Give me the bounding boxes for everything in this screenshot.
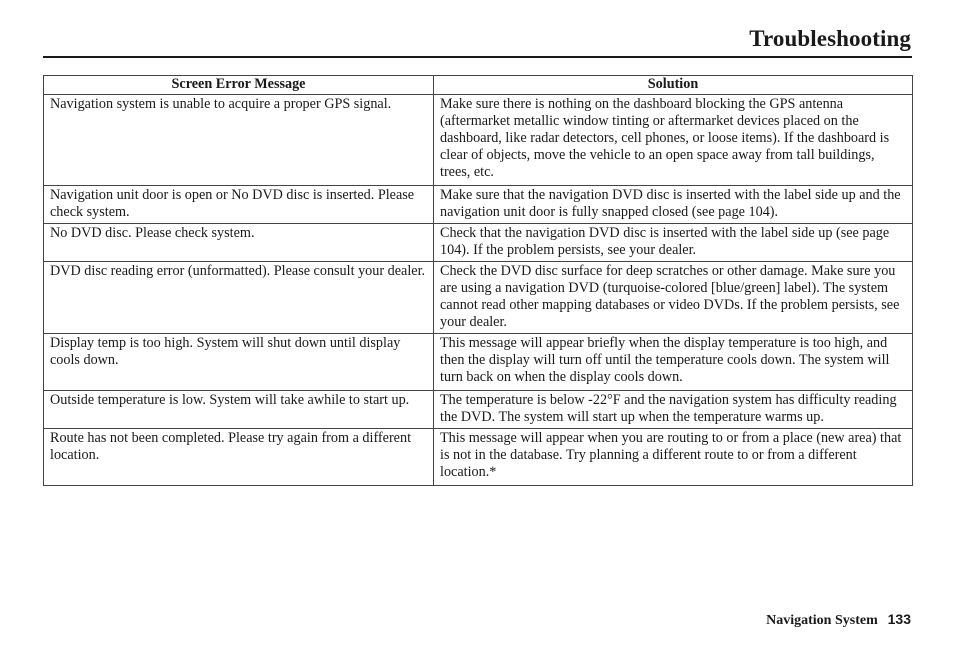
table-row [44, 429, 913, 486]
table-row [44, 224, 913, 262]
error-message-cell: Outside temperature is low. System will take awhile to start up. [44, 391, 434, 429]
solution-cell: Check the DVD disc surface for deep scratches or other damage. Make sure you are using a navigation DVD (turquoise-colored [blue/green] label). The system cannot read other mapping databases or video DVDs. If the problem persists, see your dealer. [434, 262, 913, 334]
troubleshooting-table [43, 75, 913, 486]
page-number: 133 [887, 611, 911, 627]
table-header-row [44, 76, 913, 95]
table-row [44, 95, 913, 186]
solution-cell: Make sure that the navigation DVD disc is inserted with the label side up and the navigation unit door is fully snapped closed (see page 104). [434, 186, 913, 224]
page-footer [766, 609, 911, 631]
column-header-solution: Solution [434, 76, 913, 95]
solution-cell: This message will appear briefly when the display temperature is too high, and then the display will turn off until the temperature cools down. The system will turn back on when the display cools down. [434, 334, 913, 391]
page-title: Troubleshooting [749, 26, 911, 51]
solution-cell: Make sure there is nothing on the dashboard blocking the GPS antenna (aftermarket metallic window tinting or aftermarket devices placed on the dashboard, like radar detectors, cell phones, or loose items). If the dashboard is clear of objects, move the vehicle to an open space away from tall buildings, trees, etc. [434, 95, 913, 186]
error-message-cell: Navigation unit door is open or No DVD disc is inserted. Please check system. [44, 186, 434, 224]
solution-cell: Check that the navigation DVD disc is inserted with the label side up (see page 104). If the problem persists, see your dealer. [434, 224, 913, 262]
table-row [44, 262, 913, 334]
title-divider [43, 56, 912, 58]
solution-cell: This message will appear when you are routing to or from a place (new area) that is not in the database. Try planning a different route to or from a different location.* [434, 429, 913, 486]
table-row [44, 334, 913, 391]
solution-cell: The temperature is below -22°F and the navigation system has difficulty reading the DVD. The system will start up when the temperature warms up. [434, 391, 913, 429]
table-row [44, 391, 913, 429]
error-message-cell: Navigation system is unable to acquire a proper GPS signal. [44, 95, 434, 186]
error-message-cell: Display temp is too high. System will shut down until display cools down. [44, 334, 434, 391]
error-message-cell: No DVD disc. Please check system. [44, 224, 434, 262]
column-header-error-message: Screen Error Message [44, 76, 434, 95]
footer-section-name: Navigation System [766, 613, 878, 628]
error-message-cell: DVD disc reading error (unformatted). Please consult your dealer. [44, 262, 434, 334]
error-message-cell: Route has not been completed. Please try again from a different location. [44, 429, 434, 486]
table-row [44, 186, 913, 224]
